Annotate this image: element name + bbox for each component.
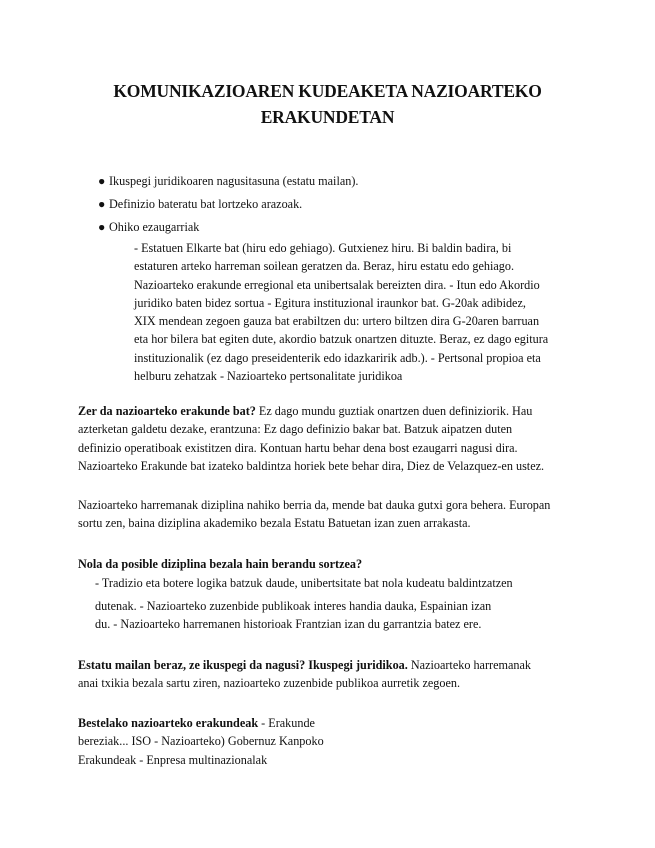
bullet-text: Ikuspegi juridikoaren nagusitasuna (estatu mailan). bbox=[109, 174, 359, 188]
answer-line: dutenak. - Nazioarteko zuzenbide publikoak interes handia dauka, Espainian izan bbox=[95, 599, 492, 613]
answer-line: - Tradizio eta botere logika batzuk daude, unibertsitate bat nola kudeatu baldintzatzen bbox=[95, 576, 513, 590]
text-line: sortu zen, baina diziplina akademiko bezala Estatu Batuetan izan zuen arrakasta. bbox=[78, 516, 471, 531]
text-line: helburu zehatzak - Nazioarteko pertsonalitate juridikoa bbox=[134, 369, 403, 384]
text-line: bereziak... ISO - Nazioarteko) Gobernuz Kanpoko bbox=[78, 734, 324, 749]
text-line: - Estatuen Elkarte bat (hiru edo gehiago). Gutxienez hiru. Bi baldin badira, bi bbox=[134, 241, 512, 255]
text-line: definizio operatiboak existitzen dira. Kontuan hartu behar dena bost ezaugarri nagusi dira. bbox=[78, 440, 518, 455]
text-line: azterketan galdetu dezake, erantzuna: Ez dago definizio bakar bat. Batzuk aipatzen duten bbox=[78, 422, 513, 437]
bullet-item bbox=[98, 170, 578, 193]
text-line: estaturen arteko harreman soilean geratzen da. Beraz, hiru estatu edo gehiago. bbox=[134, 259, 515, 274]
text-line: XIX mendean zegoen gauza bat erabiltzen du: urtero biltzen dira G-20aren barruan bbox=[134, 314, 540, 329]
text-line-rest: - Erakunde bbox=[258, 716, 315, 730]
other-organizations-paragraph bbox=[78, 714, 598, 769]
text-line-rest: Ez dago mundu guztiak onartzen duen definiziorik. Hau bbox=[255, 404, 533, 418]
bullet-item bbox=[98, 216, 578, 239]
definition-question: Zer da nazioarteko erakunde bat? bbox=[78, 404, 256, 418]
text-line: juridiko baten bidez sortua - Egitura instituzional iraunkor bat. G-20ak adibidez, bbox=[134, 295, 526, 310]
bullet-icon: ● bbox=[98, 220, 106, 234]
state-level-paragraph bbox=[78, 656, 598, 693]
definition-paragraph bbox=[78, 402, 598, 476]
text-line: Nazioarteko Erakunde bat izateko baldintza horiek bete behar dira, Diez de Velazquez-en ustez. bbox=[78, 459, 545, 474]
bullet-text: Definizio bateratu bat lortzeko arazoak. bbox=[109, 197, 303, 211]
title-line-2: ERAKUNDETAN bbox=[260, 107, 395, 127]
bullet-icon: ● bbox=[98, 197, 106, 211]
bullet-list bbox=[98, 170, 578, 239]
text-line bbox=[78, 656, 598, 674]
characteristics-paragraph bbox=[134, 239, 574, 385]
bullet-icon: ● bbox=[98, 174, 106, 188]
text-line: anai txikia bezala sartu ziren, nazioarteko zuzenbide publikoa aurretik zegoen. bbox=[78, 676, 461, 691]
answer-line: du. - Nazioarteko harremanen historioak Frantzian izan du garrantzia batez ere. bbox=[95, 617, 482, 631]
page-title bbox=[60, 78, 595, 130]
text-line: Nazioarteko erakunde erregional eta unibertsalak bereizten dira. - Itun edo Akordio bbox=[134, 277, 540, 292]
bullet-item bbox=[98, 193, 578, 216]
question-heading bbox=[78, 555, 598, 573]
text-line bbox=[78, 714, 598, 732]
text-line: instituzionalik (ez dago preseidenterik edo idazkaririk adb.). - Pertsonal propioa eta bbox=[134, 350, 541, 365]
text-line bbox=[78, 402, 598, 420]
text-line-rest: Nazioarteko harremanak bbox=[407, 658, 531, 672]
discipline-paragraph bbox=[78, 496, 598, 533]
title-line-1: KOMUNIKAZIOAREN KUDEAKETA NAZIOARTEKO bbox=[113, 81, 542, 101]
state-level-question: Estatu mailan beraz, ze ikuspegi da nagusi? Ikuspegi juridikoa. bbox=[78, 658, 408, 672]
text-line: eta hor bilera bat egiten dute, akordio batzuk onartzen dituzte. Beraz, ez dago egitura bbox=[134, 332, 549, 347]
question-text: Nola da posible diziplina bezala hain berandu sortzea? bbox=[78, 557, 363, 571]
text-line: Erakundeak - Enpresa multinazionalak bbox=[78, 752, 268, 767]
text-line: Nazioarteko harremanak diziplina nahiko berria da, mende bat dauka gutxi gora behera. Europan bbox=[78, 498, 551, 512]
other-organizations-heading: Bestelako nazioarteko erakundeak bbox=[78, 716, 259, 730]
bullet-text: Ohiko ezaugarriak bbox=[109, 220, 200, 234]
